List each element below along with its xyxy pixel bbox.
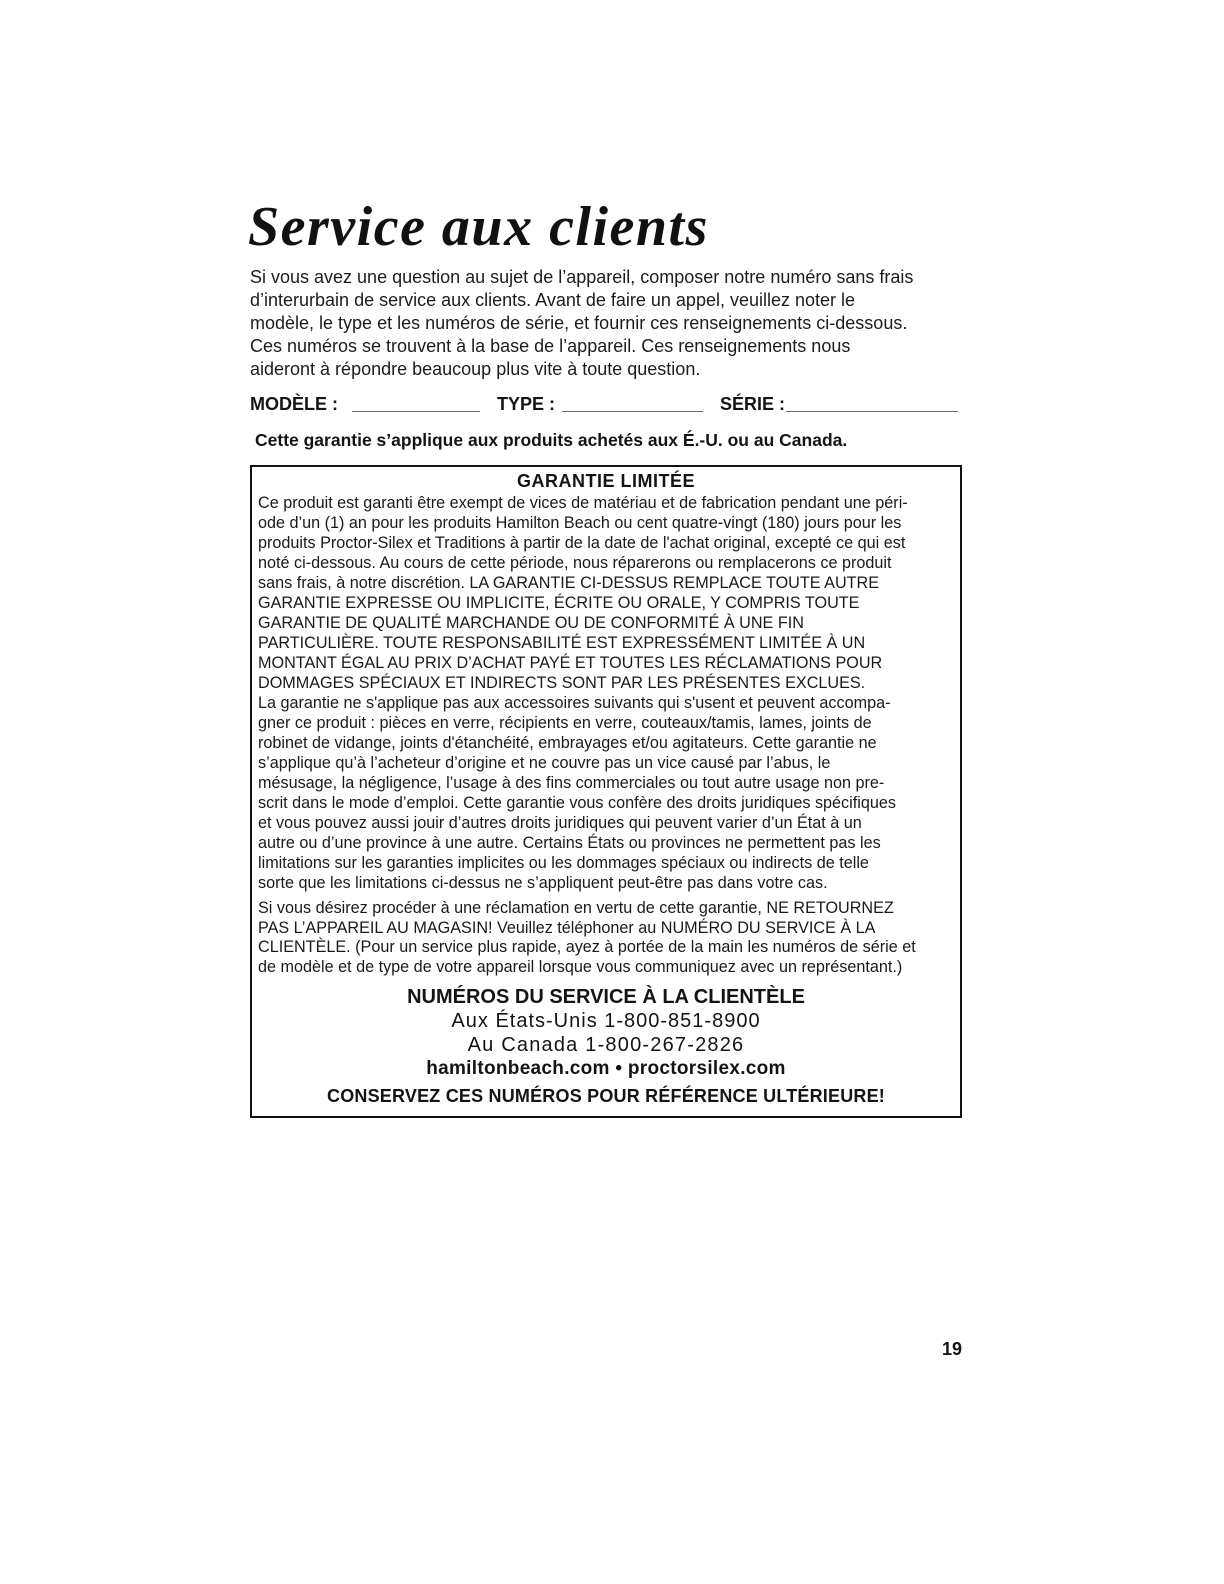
type-field-label: TYPE : — [497, 394, 556, 414]
warranty-paragraph — [258, 493, 908, 893]
warranty-line: autre ou d’une province à une autre. Certains États ou provinces ne permettent pas les — [258, 834, 881, 852]
warranty-line: Ce produit est garanti être exempt de vices de matériau et de fabrication pendant une péri- — [258, 494, 908, 512]
model-field-label: MODÈLE : — [250, 394, 338, 414]
warranty-line: robinet de vidange, joints d'étanchéité, embrayages et/ou agitateurs. Cette garantie ne — [258, 734, 877, 752]
intro-line: d’interurbain de service aux clients. Avant de faire un appel, veuillez noter le — [250, 290, 856, 310]
claim-line: PAS L’APPAREIL AU MAGASIN! Veuillez téléphoner au NUMÉRO DU SERVICE À LA — [258, 918, 876, 937]
warranty-line: mésusage, la négligence, l’usage à des fins commerciales ou tout autre usage non pre- — [258, 774, 885, 792]
warranty-line: GARANTIE DE QUALITÉ MARCHANDE OU DE CONFORMITÉ À UNE FIN — [258, 614, 804, 632]
warranty-line: scrit dans le mode d’emploi. Cette garantie vous confère des droits juridiques spécifiques — [258, 794, 896, 812]
intro-line: modèle, le type et les numéros de série, et fournir ces renseignements ci-dessous. — [250, 313, 908, 333]
type-field-blank — [562, 393, 703, 412]
websites-line: hamiltonbeach.com • proctorsilex.com — [426, 1058, 786, 1079]
warranty-line: gner ce produit : pièces en verre, récipients en verre, couteaux/tamis, lames, joints de — [258, 714, 872, 732]
warranty-line: noté ci-dessous. Au cours de cette période, nous réparerons ou remplacerons ce produit — [258, 554, 892, 572]
limited-warranty-box — [250, 465, 962, 1118]
claim-line: de modèle et de type de votre appareil lorsque vous communiquez avec un représentant.) — [258, 958, 903, 977]
intro-paragraph — [250, 266, 913, 381]
warranty-line: GARANTIE EXPRESSE OU IMPLICITE, ÉCRITE OU ORALE, Y COMPRIS TOUTE — [258, 594, 860, 612]
warranty-line: s’applique qu’à l’acheteur d’origine et ne couvre pas un vice causé par l’abus, le — [258, 754, 831, 772]
intro-line: Ces numéros se trouvent à la base de l’appareil. Ces renseignements nous — [250, 336, 851, 356]
claim-line: CLIENTÈLE. (Pour un service plus rapide, ayez à portée de la main les numéros de série et — [258, 938, 916, 957]
us-phone-number: Aux États-Unis 1-800-851-8900 — [451, 1010, 761, 1032]
claim-paragraph — [258, 899, 916, 978]
serial-field-label: SÉRIE : — [720, 394, 786, 414]
service-numbers-heading: NUMÉROS DU SERVICE À LA CLIENTÈLE — [407, 986, 805, 1008]
claim-line: Si vous désirez procéder à une réclamation en vertu de cette garantie, NE RETOURNEZ — [258, 899, 894, 917]
serial-field-blank — [786, 393, 958, 412]
warranty-line: produits Proctor-Silex et Traditions à partir de la date de l'achat original, excepté ce qui est — [258, 534, 906, 552]
warranty-line: MONTANT ÉGAL AU PRIX D’ACHAT PAYÉ ET TOUTES LES RÉCLAMATIONS POUR — [258, 654, 883, 672]
intro-line: Si vous avez une question au sujet de l’appareil, composer notre numéro sans frais — [250, 267, 914, 287]
warranty-line: PARTICULIÈRE. TOUTE RESPONSABILITÉ EST EXPRESSÉMENT LIMITÉE À UN — [258, 634, 866, 652]
warranty-line: DOMMAGES SPÉCIAUX ET INDIRECTS SONT PAR LES PRÉSENTES EXCLUES. — [258, 674, 866, 692]
keep-numbers-notice: CONSERVEZ CES NUMÉROS POUR RÉFÉRENCE ULTÉRIEURE! — [327, 1086, 885, 1106]
page-number: 19 — [941, 1339, 962, 1359]
warranty-line: ode d’un (1) an pour les produits Hamilton Beach ou cent quatre-vingt (180) jours pour les — [258, 514, 902, 532]
warranty-heading: GARANTIE LIMITÉE — [517, 471, 695, 491]
warranty-line: sorte que les limitations ci-dessus ne s’appliquent peut-être pas dans votre cas. — [258, 874, 828, 892]
canada-phone-number: Au Canada 1-800-267-2826 — [467, 1034, 745, 1056]
model-field-blank — [352, 393, 480, 412]
page-title: Service aux clients — [248, 196, 709, 258]
warranty-line: et vous pouvez aussi jouir d’autres droits juridiques qui peuvent varier d’un État à un — [258, 814, 862, 832]
warranty-line: La garantie ne s'applique pas aux accessoires suivants qui s'usent et peuvent accompa- — [258, 694, 891, 712]
intro-line: aideront à répondre beaucoup plus vite à toute question. — [250, 359, 701, 379]
warranty-scope-notice: Cette garantie s’applique aux produits achetés aux É.-U. ou au Canada. — [255, 430, 848, 450]
warranty-line: limitations sur les garanties implicites ou les dommages spéciaux ou indirects de telle — [258, 854, 869, 872]
warranty-line: sans frais, à notre discrétion. LA GARANTIE CI-DESSUS REMPLACE TOUTE AUTRE — [258, 574, 880, 592]
